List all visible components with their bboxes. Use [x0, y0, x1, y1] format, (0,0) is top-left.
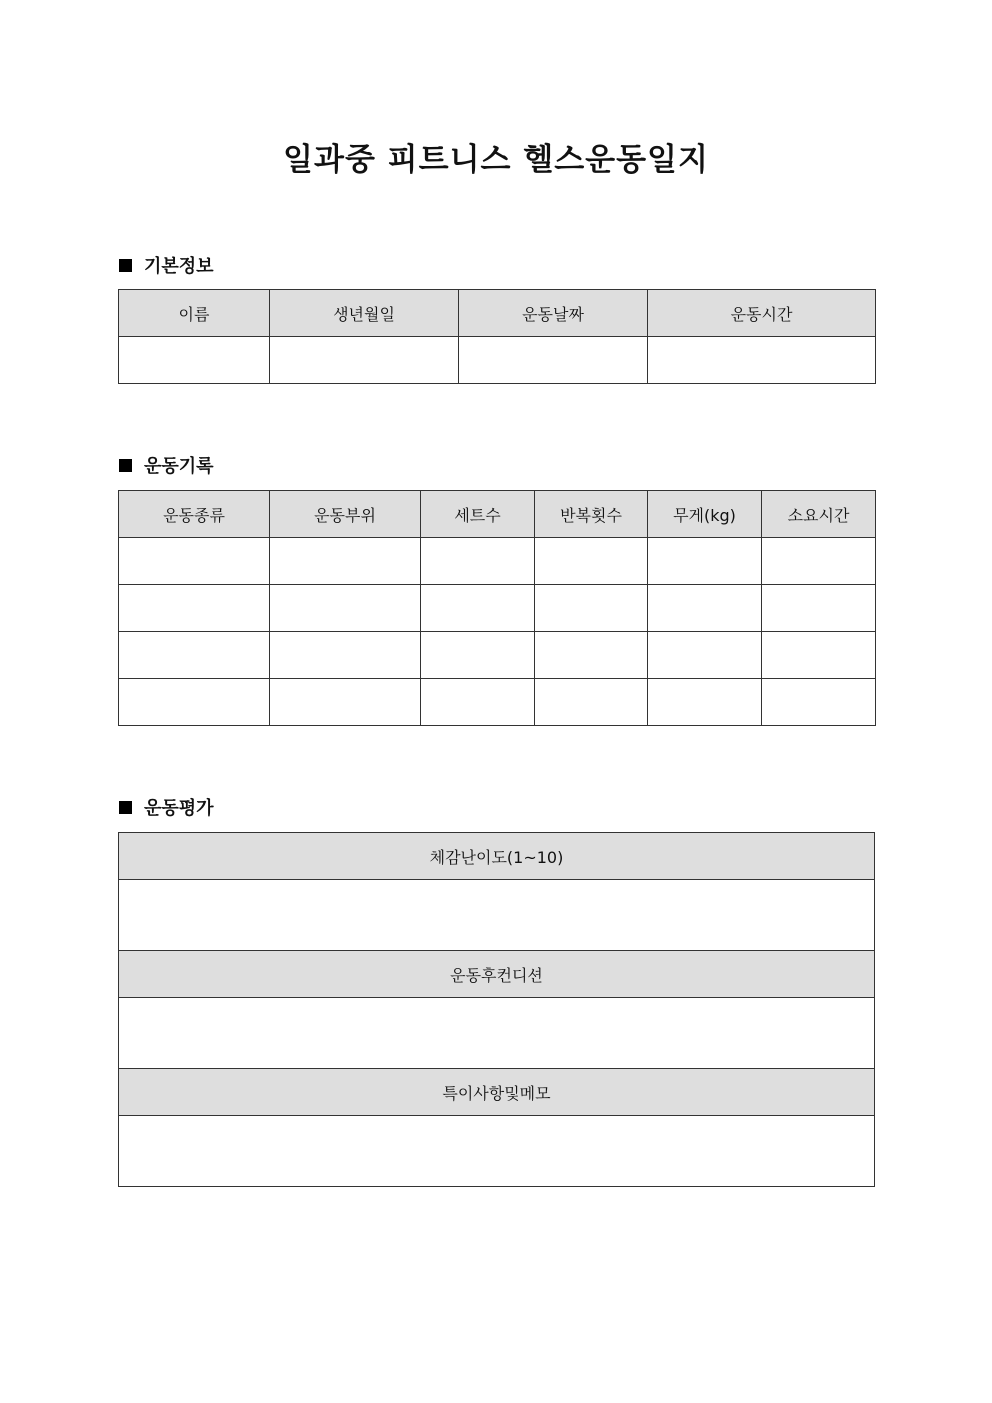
table-header-row [119, 491, 876, 538]
header-reps: 반복횟수 [535, 491, 648, 538]
table-row [119, 538, 876, 585]
header-exercise-type: 운동종류 [119, 491, 270, 538]
cell[interactable] [119, 585, 270, 632]
table-row [119, 632, 876, 679]
cell-exercise-date[interactable] [459, 337, 648, 384]
square-bullet-icon [119, 459, 132, 472]
square-bullet-icon [119, 259, 132, 272]
exercise-record-table [118, 490, 876, 726]
table-header-row [119, 951, 875, 998]
header-exercise-time: 운동시간 [648, 290, 876, 337]
cell[interactable] [648, 632, 762, 679]
cell-post-exercise-condition[interactable] [119, 998, 875, 1069]
cell-birthdate[interactable] [270, 337, 459, 384]
cell[interactable] [119, 679, 270, 726]
cell[interactable] [762, 585, 876, 632]
header-sets: 세트수 [421, 491, 535, 538]
cell-exercise-time[interactable] [648, 337, 876, 384]
cell[interactable] [648, 679, 762, 726]
evaluation-table [118, 832, 875, 1187]
header-birthdate: 생년월일 [270, 290, 459, 337]
cell[interactable] [535, 585, 648, 632]
header-perceived-difficulty: 체감난이도(1~10) [119, 833, 875, 880]
header-body-part: 운동부위 [270, 491, 421, 538]
section-heading-label: 운동기록 [144, 456, 214, 477]
square-bullet-icon [119, 801, 132, 814]
section-heading-label: 운동평가 [144, 798, 214, 819]
section-heading-evaluation [119, 795, 214, 819]
table-row [119, 679, 876, 726]
cell[interactable] [270, 679, 421, 726]
table-row [119, 1116, 875, 1187]
cell-name[interactable] [119, 337, 270, 384]
cell[interactable] [421, 538, 535, 585]
cell[interactable] [421, 632, 535, 679]
cell[interactable] [762, 632, 876, 679]
table-row [119, 585, 876, 632]
cell-perceived-difficulty[interactable] [119, 880, 875, 951]
cell[interactable] [119, 538, 270, 585]
header-name: 이름 [119, 290, 270, 337]
table-header-row [119, 833, 875, 880]
cell[interactable] [762, 538, 876, 585]
cell[interactable] [119, 632, 270, 679]
cell[interactable] [270, 632, 421, 679]
cell[interactable] [421, 585, 535, 632]
cell[interactable] [270, 585, 421, 632]
header-exercise-date: 운동날짜 [459, 290, 648, 337]
cell[interactable] [270, 538, 421, 585]
table-header-row [119, 1069, 875, 1116]
table-row [119, 880, 875, 951]
cell[interactable] [535, 538, 648, 585]
header-notes-memo: 특이사항및메모 [119, 1069, 875, 1116]
cell[interactable] [648, 585, 762, 632]
cell[interactable] [762, 679, 876, 726]
table-header-row [119, 290, 876, 337]
cell[interactable] [648, 538, 762, 585]
section-heading-label: 기본정보 [144, 256, 214, 277]
page-title: 일과중 피트니스 헬스운동일지 [283, 142, 709, 178]
header-weight: 무게(kg) [648, 491, 762, 538]
cell[interactable] [421, 679, 535, 726]
cell[interactable] [535, 679, 648, 726]
section-heading-basic [119, 253, 214, 277]
table-row [119, 998, 875, 1069]
header-post-exercise-condition: 운동후컨디션 [119, 951, 875, 998]
cell[interactable] [535, 632, 648, 679]
basic-info-table [118, 289, 876, 384]
header-duration: 소요시간 [762, 491, 876, 538]
section-heading-record [119, 453, 214, 477]
cell-notes-memo[interactable] [119, 1116, 875, 1187]
table-row [119, 337, 876, 384]
